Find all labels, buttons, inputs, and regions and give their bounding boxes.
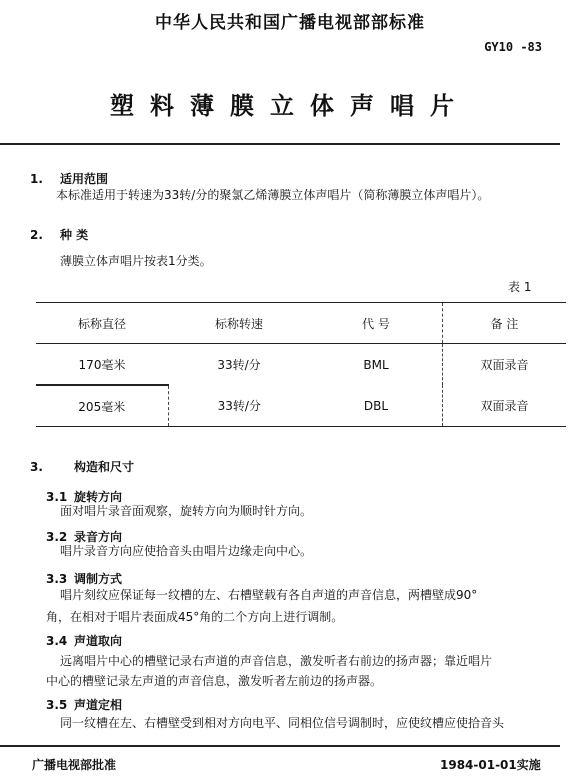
table-header-cell: 备 注 [443, 303, 567, 344]
table-cell: 205毫米 [36, 385, 168, 427]
section-3-title: 构造和尺寸 [74, 460, 135, 474]
footer-date: 1984-01-01实施 [440, 758, 541, 772]
section-3-4-title: 声道取向 [74, 634, 123, 648]
section-3-1-text: 面对唱片录音面观察，旋转方向为顺时针方向。 [60, 504, 313, 518]
section-2-number: 2. [30, 228, 43, 242]
table-cell: BML [363, 357, 389, 372]
section-3-number: 3. [30, 460, 43, 474]
section-3-heading [30, 458, 134, 475]
table-cell: 双面录音 [443, 344, 567, 386]
table-row [36, 385, 566, 427]
section-1-title: 适用范围 [60, 172, 109, 186]
table-cell: 双面录音 [443, 385, 567, 427]
section-3-1-number: 3.1 [46, 490, 68, 504]
section-3-5-heading [46, 696, 122, 713]
table-header-cell: 标称转速 [168, 303, 310, 344]
section-3-4-number: 3.4 [46, 634, 68, 648]
section-2-title: 种 类 [60, 228, 89, 242]
section-3-3-title: 调制方式 [74, 572, 123, 586]
section-1-text: 本标准适用于转速为33转/分的聚氯乙烯薄膜立体声唱片（简称薄膜立体声唱片）。 [56, 188, 490, 202]
footer-approver: 广播电视部批准 [32, 758, 117, 772]
standard-code: GY10 -83 [484, 40, 542, 54]
table-caption: 表 1 [508, 280, 532, 294]
section-1-number: 1. [30, 172, 43, 186]
table-row [36, 344, 566, 386]
document-title: 塑料薄膜立体声唱片 [110, 92, 470, 120]
table-cell: DBL [310, 385, 443, 427]
footer-rule [0, 745, 560, 747]
table-header-row [36, 303, 566, 344]
header-rule [0, 143, 560, 145]
section-3-3-number: 3.3 [46, 572, 68, 586]
section-3-5-number: 3.5 [46, 698, 68, 712]
section-3-5-text-line1: 同一纹槽在左、右槽壁受到相对方向电平、同相位信号调制时，应使纹槽应使拾音头 [60, 716, 505, 730]
section-3-3-text-line1: 唱片刻纹应保证每一纹槽的左、右槽壁载有各自声道的声音信息，两槽壁成90° [60, 588, 478, 602]
section-2-text: 薄膜立体声唱片按表1分类。 [60, 254, 212, 268]
table-cell: 33转/分 [217, 358, 261, 372]
section-3-4-text-line2: 中心的槽壁记录左声道的声音信息，激发听者左前边的扬声器。 [46, 674, 383, 688]
classification-table [36, 302, 566, 427]
standard-organization: 中华人民共和国广播电视部部标准 [155, 13, 425, 33]
section-3-4-heading [46, 632, 122, 649]
section-2-heading [30, 226, 88, 243]
table-header-cell: 标称直径 [36, 303, 168, 344]
section-3-4-text-line1: 远离唱片中心的槽壁记录右声道的声音信息，激发听者右前边的扬声器；靠近唱片 [60, 654, 493, 668]
section-3-2-text: 唱片录音方向应使拾音头由唱片边缘走向中心。 [60, 544, 313, 558]
section-3-2-title: 录音方向 [74, 530, 123, 544]
table-cell: 33转/分 [168, 385, 310, 427]
section-3-1-title: 旋转方向 [74, 490, 123, 504]
table-header-cell: 代 号 [310, 303, 443, 344]
table-cell: 170毫米 [78, 357, 126, 372]
section-3-3-text-line2: 角，在相对于唱片表面成45°角的二个方向上进行调制。 [46, 610, 344, 624]
section-3-2-number: 3.2 [46, 530, 68, 544]
section-3-5-title: 声道定相 [74, 698, 123, 712]
